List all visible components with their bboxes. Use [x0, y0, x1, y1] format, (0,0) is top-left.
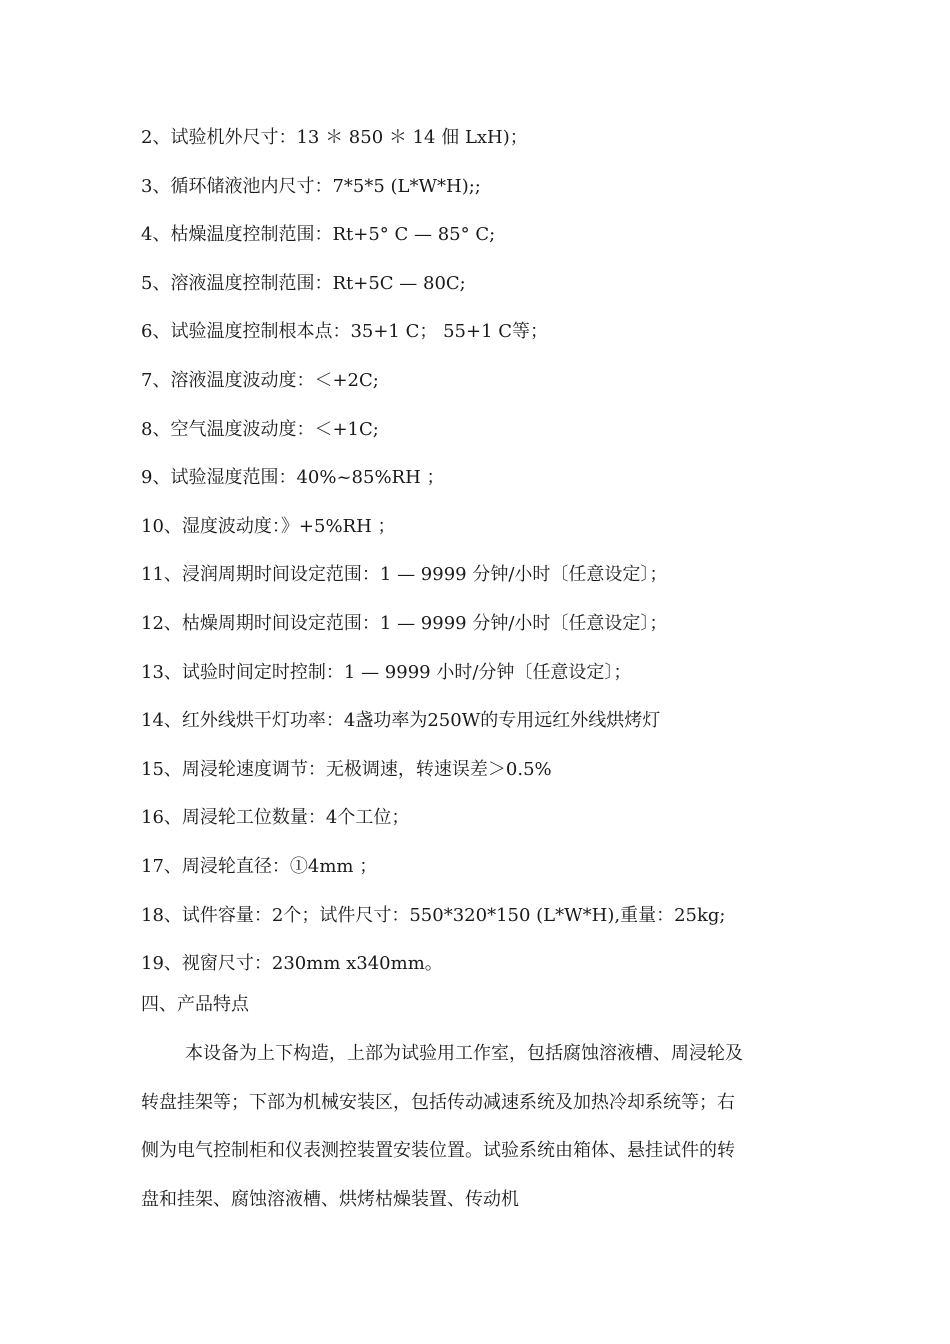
spec-item-17: 17、周浸轮直径：①4mm ； [141, 855, 378, 877]
spec-item-4: 4、枯燥温度控制范围：Rt+5° C — 85° C; [141, 224, 496, 246]
spec-item-11: 11、浸润周期时间设定范围：1 — 9999 分钟/小时〔任意设定〕； [141, 564, 668, 586]
spec-item-5: 5、溶液温度控制范围：Rt+5C — 80C; [141, 272, 466, 294]
spec-item-19: 19、视窗尺寸：230mm x340mm。 [141, 953, 443, 975]
spec-item-8: 8、空气温度波动度：＜+1C; [141, 418, 379, 440]
spec-item-9: 9、试验湿度范围：40%~85%RH ； [141, 467, 445, 489]
spec-item-6: 6、试验温度控制根本点：35+1 C； 55+1 C等； [141, 321, 549, 343]
spec-item-2: 2、试验机外尺寸：13 ＊ 850 ＊ 14 佃 LxH)； [141, 127, 528, 148]
product-features-paragraph [141, 1037, 831, 1231]
spec-item-12: 12、枯燥周期时间设定范围：1 — 9999 分钟/小时〔任意设定〕； [141, 612, 668, 634]
spec-item-13: 13、试验时间定时控制：1 — 9999 小时/分钟〔任意设定〕； [141, 661, 632, 683]
section-heading-product-features: 四、产品特点 [141, 994, 249, 1015]
paragraph-line: 盘和挂架、腐蚀溶液槽、烘烤枯燥装置、传动机 [141, 1188, 519, 1210]
spec-list [141, 121, 725, 996]
spec-item-18: 18、试件容量：2个；试件尺寸：550*320*150 (L*W*H),重量：25kg; [141, 904, 726, 926]
spec-item-16: 16、周浸轮工位数量：4个工位； [141, 807, 410, 829]
paragraph-line: 转盘挂架等；下部为机械安装区，包括传动减速系统及加热冷却系统等；右 [141, 1091, 735, 1113]
spec-item-10: 10、湿度波动度：》+5%RH ； [141, 515, 396, 537]
spec-item-3: 3、循环储液池内尺寸：7*5*5 (L*W*H);; [141, 175, 481, 197]
paragraph-line: 本设备为上下构造，上部为试验用工作室，包括腐蚀溶液槽、周浸轮及 [185, 1043, 743, 1064]
spec-item-14: 14、红外线烘干灯功率：4盏功率为250W的专用远红外线烘烤灯 [141, 710, 661, 732]
paragraph-line: 侧为电气控制柜和仪表测控装置安装位置。试验系统由箱体、悬挂试件的转 [141, 1140, 735, 1162]
spec-item-15: 15、周浸轮速度调节：无极调速，转速误差＞0.5% [141, 758, 552, 780]
spec-item-7: 7、溶液温度波动度：＜+2C; [141, 369, 379, 391]
